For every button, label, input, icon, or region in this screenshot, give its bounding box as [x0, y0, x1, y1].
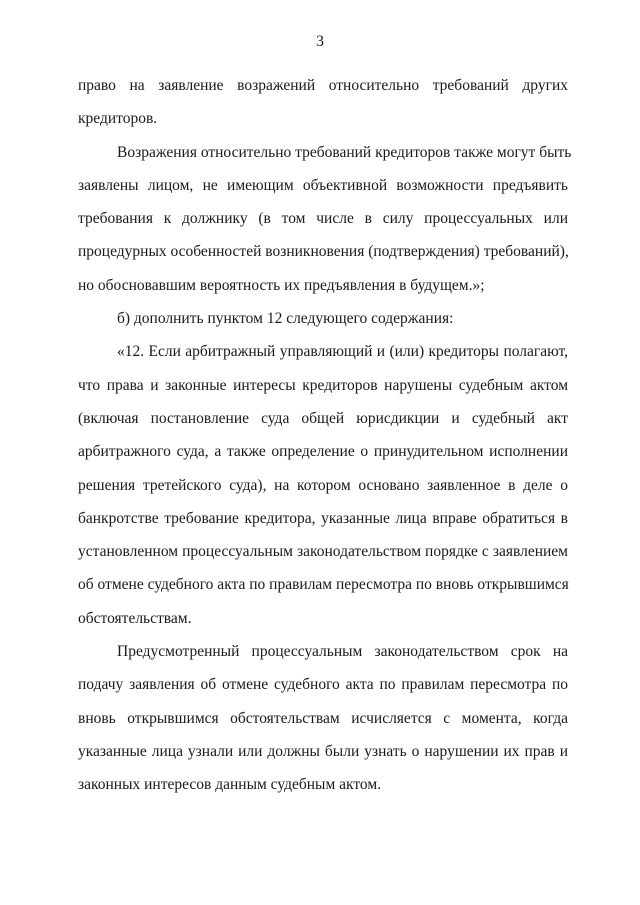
- paragraph: [78, 335, 568, 635]
- text-line: подачу заявления об отмене судебного акта по правилам пересмотра по: [78, 676, 568, 694]
- text-line: Возражения относительно требований кредиторов также могут быть: [117, 143, 572, 161]
- text-line: требования к должнику (в том числе в силу процессуальных или: [78, 210, 568, 228]
- paragraph: [78, 69, 568, 136]
- text-line: арбитражного суда, а также определение о принудительном исполнении: [78, 443, 568, 461]
- text-line: обстоятельствам.: [78, 609, 192, 627]
- text-line: вновь открывшимся обстоятельствам исчисляется с момента, когда: [78, 709, 568, 727]
- paragraph: [78, 136, 572, 302]
- paragraph: [78, 302, 568, 335]
- text-line: б) дополнить пунктом 12 следующего содержания:: [117, 310, 454, 328]
- document-body: [78, 69, 572, 802]
- text-line: Предусмотренный процессуальным законодательством срок на: [117, 643, 568, 661]
- paragraph: [78, 635, 568, 801]
- text-line: но обосновавшим вероятность их предъявления в будущем.»;: [78, 276, 485, 294]
- text-line: законных интересов данным судебным актом.: [78, 776, 382, 794]
- page-number: 3: [316, 33, 324, 50]
- text-line: указанные лица узнали или должны были узнать о нарушении их прав и: [78, 742, 568, 760]
- text-line: установленном процессуальным законодательством порядке с заявлением: [78, 543, 568, 561]
- text-line: «12. Если арбитражный управляющий и (или) кредиторы полагают,: [117, 343, 568, 361]
- text-line: (включая постановление суда общей юрисдикции и судебный акт: [78, 409, 568, 427]
- text-line: кредиторов.: [78, 110, 158, 128]
- text-line: решения третейского суда), на котором основано заявленное в деле о: [78, 476, 568, 494]
- text-line: об отмене судебного акта по правилам пересмотра по вновь открывшимся: [78, 576, 569, 594]
- text-line: заявлены лицом, не имеющим объективной возможности предъявить: [78, 176, 568, 194]
- text-line: процедурных особенностей возникновения (подтверждения) требований),: [78, 243, 569, 261]
- text-line: право на заявление возражений относительно требований других: [78, 77, 568, 94]
- text-line: что права и законные интересы кредиторов нарушены судебным актом: [78, 376, 568, 394]
- text-line: банкротстве требование кредитора, указанные лица вправе обратиться в: [78, 509, 568, 527]
